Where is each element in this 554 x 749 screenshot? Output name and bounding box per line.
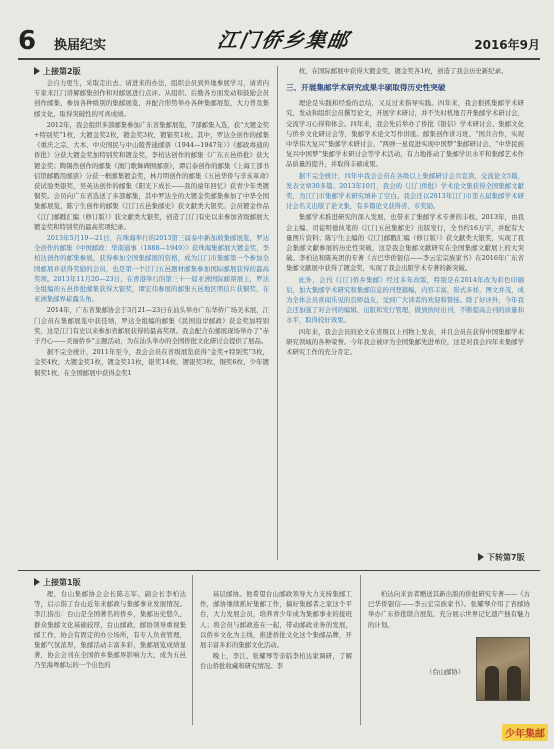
page-number: 6 [18,26,37,56]
column-divider [360,575,361,725]
paragraph: 会自力更生，采取走出去、请进来的办法，组织会员到外地参展学习，请省内专家来江门讲解邮集创作和对邮展进行点评。从组织、后勤各方面发动和鼓励会员创作邮集、参加各种级别的集邮展览，并配合形势举办各种集邮展览，大力普及集邮文化，取得突破性的可喜成绩。 [34,79,269,118]
bottom-article [18,570,540,730]
photo-figure [507,666,521,700]
masthead-logo: 江门侨乡集邮 [215,28,352,52]
continued-from-tag: 上接第1版 [34,577,81,588]
column-divider [192,575,193,725]
photo-figure [485,666,499,700]
continued-to-tag: 下转第7版 [478,552,525,563]
section-name: 换届纪实 [54,38,107,53]
paragraph: 基层邮协。他希望台山邮政领导大力支持集邮工作，邮协继续抓好集邮工作，搞好集邮者之家这个平台，大力发展会员，培养青少年成为集邮事业的接班人；将会员与邮政连在一起，带动邮政业务的发展，以侨乡文化为主线，推进侨批文化这个集邮品牌，开展丰富多彩的集邮文化活动。 [200,590,352,650]
page-header [18,24,540,60]
column-divider [277,66,278,560]
continued-from-tag: 上接第2版 [34,66,81,77]
news-photo [476,637,530,701]
arrow-icon [478,553,484,561]
paragraph: 2012年，我会组织多部邮集参加广东省集邮展览，7部邮集入选，获“大镀金奖+特别奖”1枚，大镀金奖2枚，镀金奖3枚，镀银奖1枚。其中，罗达全创作的邮集《重庆之宗、大本、中央国民与中山陵普通邮票（1944—1947年）》《邮政毒通的侨批》分获大镀金奖加特别奖和镀金奖，李柏达创作的邮集《广东五邑侨批》获大镀金奖；陶锡然创作的邮集《澳门歌舞碑围邮票》，谭启泰创作的邮集《上海工部书信馆邮戳用邮票》分获一框邮集镀金奖，林月明创作的邮集《五邑华侨与辛亥革命》获试验类银奖，吴英达创作的邮集《阳光下成长——我的童年回忆》获青少年类镀铜奖。会员向广东省选送了多部邮集，其中罗达全的大镀金奖邮集参加了中华全国集邮展览，陈宁生创作的邮集《江门五邑集邮史》获文献类大银奖。会员镀金作品《江门邮戳汇编（修订版）》获文献类大银奖，创造了江门有史以来参加省级邮展大镀金奖和特别奖的最高奖项纪录。 [34,120,269,231]
arrow-icon [34,578,40,586]
paragraph: 理论是实践和经验的总结，又反过来指导实践。四年来，我会狠抓集邮学术研究，发动和组织会员撰写论文，开展学术研讨，并不失时机地召开集邮学术研讨会，交流学习心得和体会。四年来，我会先后举办了侨批《银信》学术研讨会、集邮文化与侨乡文化研讨会等，集邮学术论文写作讲座。邮集创作讲习班、“国共合作，实现中华伟大复兴”集邮学术研讨会、“两弹一星促进实现中国梦”集邮研讨会、“中华民族复兴中国梦”集邮学术研讨会等学术活动，有力地推动了集邮学识水平和集邮艺术作品质量的提升，并取得丰硕成果。 [286,99,524,169]
paragraph: 理，台山集邮协会会长陈志军、副会长李柏达等，启示指了台山近年来邮政与集邮事业发展情况。李江指出：台山是全国著名的侨乡，集邮历史悠久，群众集邮文化基础较厚，台山邮政、邮协领导重视集邮工作，协会有固定的办公场所，有专人负责管理，集邮气氛浓厚，集邮活动丰富多彩，集邮展览成绩显著，协会会刊在全国侨乡集邮界影响力大，成为五邑乃至海粤邮坛的一个出色的 [34,590,186,670]
issue-date: 2016年9月 [474,38,540,52]
paragraph: 四年来，我会会员的论文在省级以上刊物上发表，并且会员在获得中国集邮学术研究领域的各种荣誉。今年我会被评为全国集邮先进单位，这是对我会四年来集邮学术研究工作的充分肯定。 [286,327,524,357]
paragraph: 2014年，广东省集邮协会于3月21—23日在汕头举办广东华侨广场美术展，江门会员在集邮展览中获佳绩，罗达全组编的邮集《民国沿岸邮政》获金奖加特别奖，这是江门有史以来参加省邮展获得的最高奖项。我会配合在邮展现场举办了“赤子丹心——美丽侨乡”主题活动，为在汕头举办的全国侨批文化研讨会提供了展品。 [34,306,269,346]
article-column-left [34,78,269,554]
paragraph: 据不完全统计，2011年至今，我会会员在省级展览获得“金奖+特别奖”3枚，金奖4枚，大镀金奖1枚，镀金奖11枚，银奖14枚，镀银奖3枚、铜奖6枚、少年镀铜奖1枚，在全国邮展中获得金奖1 [34,348,269,377]
paragraph: 晚上，李江、张耀琴等亲临李柏达家调研，了解台山侨批收藏和研究情况。李 [200,652,352,671]
bottom-column-2 [200,589,352,727]
paragraph: 柏达向来访者赠送其新出版的侨批研究专著——《古巴华侨银信——李云宏宗族家书》。张耀琴介绍了省邮协举办广东侨批联合展览，充分展示世界记忆遗产独有魅力的计划。 [368,590,530,629]
corner-logo: 少年集邮 [502,724,548,741]
paragraph: 枚，在国际邮展中获得大镀金奖，镀金奖各1枚，创造了我会历史新纪录。 [298,67,508,75]
paragraph: 2013年5月19—21日，在珠海举行的2013第三届泰中新加坡集邮展览，罗达全创作的邮集《中国邮政：华南通事（1888—1949）》获珠海集邮展大镀金奖，李柏达创作的邮集参展，获得参加全国集邮展的资格，成为江门市集邮第一个参加全国邮展并获得奖励的会员，也是第一个江门五邑题材邮集参加国际邮展获得的最高奖项。2013年11月20—23日，在香港举行的第三十一届亚洲国际邮票展上，罗达全组编的五邑侨批邮集获得大银奖，谭宏伟参展的邮集五邑地区明信片获铜奖，在亚洲集邮界崭露头角。 [34,234,269,304]
article-column-right [286,66,524,550]
section-heading: 三、开展集邮学术研究成果丰硕取得历史性突破 [286,83,446,93]
bottom-column-1 [34,589,186,727]
paragraph: 据不完全统计，四年中我会会员在各级以上集邮研讨会共宣读、交流论文5篇，发表文章30多篇。2013年10月，我会的《江门侨批》学术论文集获得全国集邮文献奖，为江门市集邮学术研究填补了空白。我会还以2013年江门市第五届集邮学术研讨会名义出版了论文集，有多篇论文获得省、市奖励。 [286,171,524,211]
paragraph: 集邮学术推进研究的深入发展，也带来了集邮学术专著的丰收。2013年，由我会主编、司徒明德执笔的《江门五邑集邮史》出版发行，全书约16万字，并配有大量图片资料；陈宁生主编的《江门邮戳汇编（修订版）》获文献类大银奖，实现了我会集邮文献参展的历史性突破，这是我会集邮文献研究在全国集邮文献展上的大突破。李柏达和陈英团的专著《古巴华侨银信——李云宏宗族家书》在2016年广东省集邮文献展中获得了镀金奖，实现了我会出版学术专著的新突破。 [286,213,524,273]
paragraph: 此外，会刊《江门侨乡集邮》经过多年改版，特别是在2014年改为彩色印刷后，加大集邮学术研究和集邮信息的刊登篇幅，内容丰富，形式多样，图文并茂，成为全体会员喜闻乐见的良师益友，受到广大读者的欢迎和赞扬。除了好评外，今年我会还加强了对会刊的编辑、出版和发行管理，做到按时出刊，不断提高会刊的质量和水平，取得较好效果。 [286,275,524,325]
photo-caption: （台山邮协） [426,668,465,676]
arrow-icon [34,67,40,75]
